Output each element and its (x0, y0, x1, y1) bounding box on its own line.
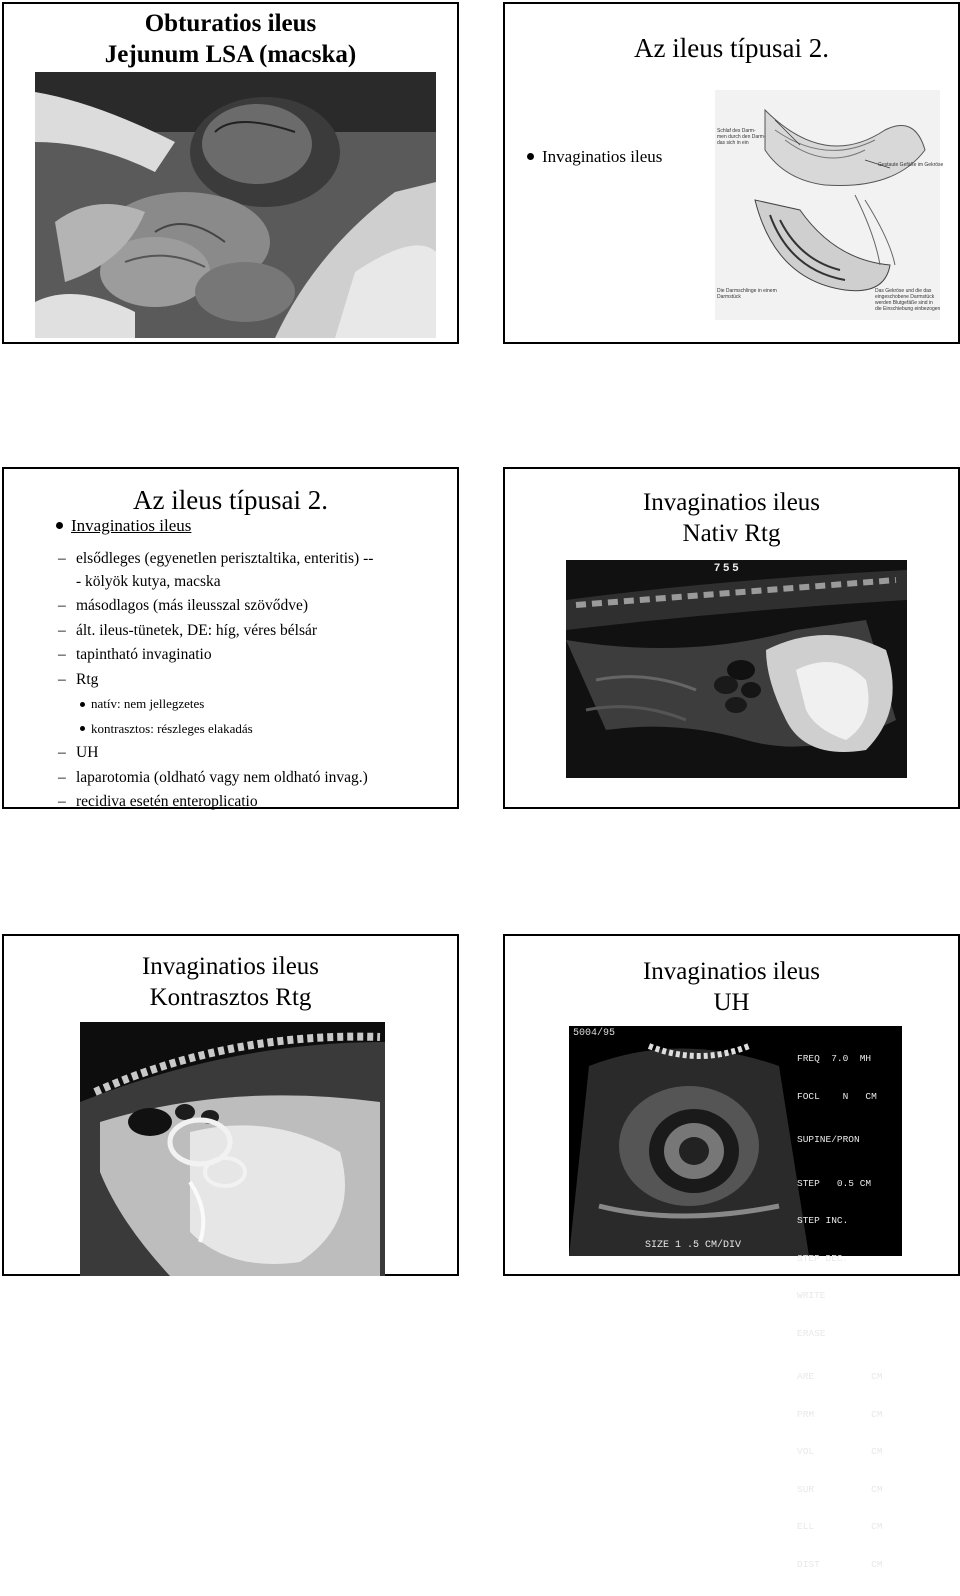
us-menu-item: STEP DEC. (797, 1252, 849, 1264)
slide-title: Az ileus típusai 2. (133, 485, 328, 515)
list-item: – elsődleges (egyenetlen perisztaltika, enteritis) -- (58, 550, 374, 567)
title-line-1: Obturatios ileus (144, 10, 317, 37)
us-study-id: 5004/95 (573, 1028, 616, 1039)
invagination-illustration (715, 90, 944, 320)
figure-text: Das Gekröse und die das (875, 288, 932, 294)
list-item: – recidiva esetén enteroplicatio (58, 793, 258, 810)
figure-text: das sich in ein (717, 140, 749, 146)
title-line-1: Invaginatios ileus (642, 489, 821, 516)
us-menu-item: SUR CM (797, 1483, 883, 1495)
slide-title (505, 956, 958, 1018)
us-scale-label: SIZE 1 .5 CM/DIV (645, 1240, 742, 1251)
slide-title (4, 8, 457, 70)
native-xray-image (566, 560, 907, 778)
bullet-text: Invaginatios ileus (542, 147, 663, 166)
list-item-text: tapintható invaginatio (76, 646, 212, 663)
us-menu-item: DIST CM (797, 1558, 883, 1570)
list-item-text: recidiva esetén enteroplicatio (76, 793, 258, 810)
slide-nativ-rtg (503, 467, 960, 809)
figure-text: Schlaf des Darm- (717, 128, 756, 134)
bullet-dot-icon (80, 702, 85, 707)
figure-text: Darmstück (717, 294, 741, 300)
us-menu-item: WRITE (797, 1290, 826, 1301)
us-menu-item: STEP INC. (797, 1215, 849, 1226)
list-item-text: másodlagos (más ileusszal szövődve) (76, 597, 309, 614)
title-line-2: Nativ Rtg (682, 520, 781, 547)
title-line-1: Invaginatios ileus (642, 958, 821, 985)
contrast-xray-image (80, 1022, 385, 1276)
title-line-2: Kontrasztos Rtg (149, 984, 312, 1011)
list-item: – tapintható invaginatio (58, 646, 212, 663)
sub-list-item (58, 692, 458, 717)
bullet-dot-icon (80, 726, 85, 731)
us-menu-item: STEP 0.5 CM (797, 1177, 872, 1189)
xray-marker: 7 5 5 (714, 562, 739, 574)
us-menu-item: VOL CM (797, 1446, 883, 1457)
list-item-text: elsődleges (egyenetlen perisztaltika, enteritis) -- (76, 550, 374, 567)
us-menu-item: PRM CM (797, 1408, 883, 1420)
us-menu-item: FOCL N CM (797, 1090, 877, 1102)
detail-list (58, 547, 458, 815)
us-menu-item: ELL CM (797, 1521, 883, 1532)
title-line-1: Invaginatios ileus (141, 953, 320, 980)
slide-title: Az ileus típusai 2. (634, 33, 829, 63)
list-item-text: Rtg (76, 670, 99, 688)
slide-obturatios-ileus (2, 2, 459, 344)
list-item-text: - kölyök kutya, macska (76, 572, 221, 590)
list-item: – Rtg (58, 670, 99, 688)
slide-kontrasztos-rtg (2, 934, 459, 1276)
title-line-2: Jejunum LSA (macska) (104, 41, 357, 68)
slide-ileus-types-2 (503, 2, 960, 344)
bullet-text: Invaginatios ileus (71, 516, 192, 535)
list-item-text: ált. ileus-tünetek, DE: híg, véres bélsár (76, 621, 318, 639)
list-item: – ált. ileus-tünetek, DE: híg, véres bélsár (58, 621, 318, 639)
surgery-photo (35, 72, 436, 338)
bullet-invaginatios (527, 147, 662, 167)
us-menu (797, 1028, 902, 1596)
figure-text: werden Blutgefäße sind in (875, 300, 933, 306)
figure-text: eingeschobene Darmstück (875, 294, 935, 300)
sub-list-item-text: natív: nem jellegzetes (91, 696, 205, 711)
list-item: – másodlagos (más ileusszal szövődve) (58, 597, 309, 614)
bullet-invaginatios (56, 516, 191, 536)
us-menu-item: ERASE (797, 1327, 826, 1339)
figure-text: Die Darmschlinge in einem (717, 288, 777, 294)
slide-uh (503, 934, 960, 1570)
slide-title (505, 487, 958, 549)
us-menu-item: FREQ 7.0 MH (797, 1053, 872, 1064)
list-item-continuation (58, 570, 458, 595)
list-item: – UH (58, 744, 99, 761)
list-item: – laparotomia (oldható vagy nem oldható invag.) (58, 768, 368, 786)
slide-title (4, 951, 457, 1013)
list-item-text: laparotomia (oldható vagy nem oldható invag.) (76, 768, 368, 786)
figure-text: die Einschiebung einbezogen (875, 306, 941, 312)
bullet-dot-icon (56, 522, 63, 529)
slide-ileus-types-2-details (2, 467, 459, 809)
us-menu-item: ARE CM (797, 1371, 883, 1382)
sub-list-item (58, 717, 458, 742)
sub-list-item-text: kontrasztos: részleges elakadás (91, 720, 253, 736)
bullet-dot-icon (527, 153, 534, 160)
figure-caption-top-left (717, 128, 766, 146)
ultrasound-image (569, 1026, 902, 1570)
figure-caption-bottom-right (875, 288, 940, 312)
figure-caption-right: Gestaute Gefäße im Gekröse (878, 162, 944, 168)
us-menu-item: SUPINE/PRON (797, 1134, 860, 1145)
figure-text: men durch den Darm- (717, 134, 766, 140)
list-item-text: UH (76, 744, 99, 761)
figure-caption-bottom-left (717, 288, 777, 300)
title-line-2: UH (713, 989, 750, 1016)
